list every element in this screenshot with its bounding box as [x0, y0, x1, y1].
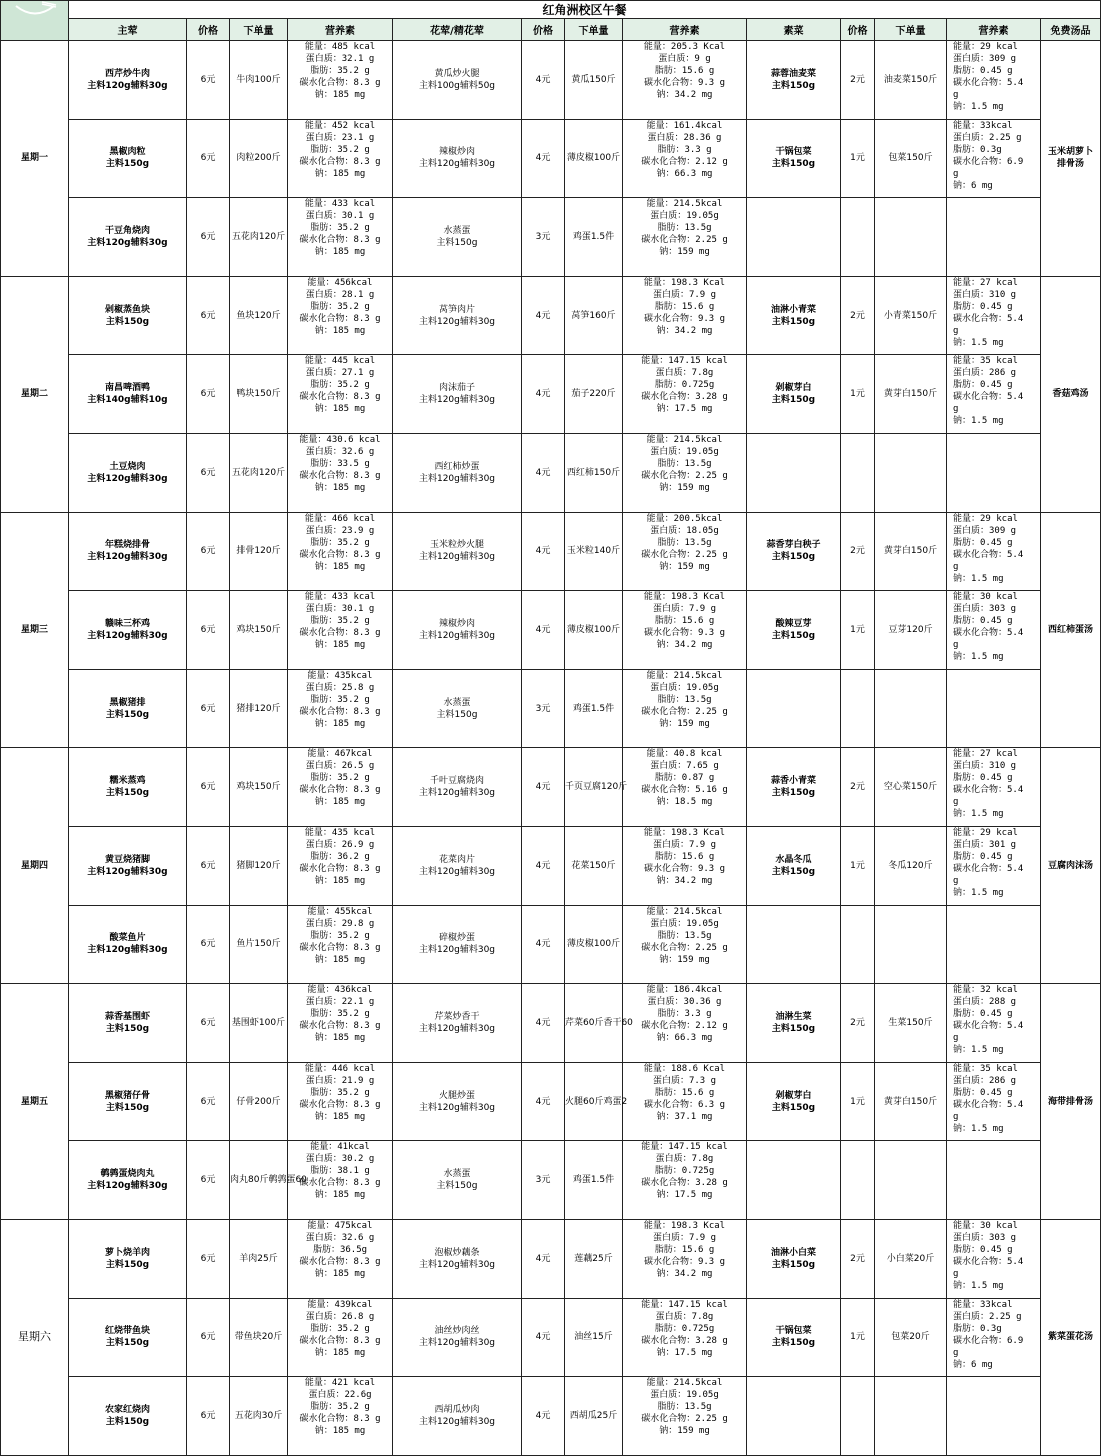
main-dish-price: 6元	[187, 198, 230, 277]
main-dish-name: 黑椒肉粒 主料150g	[69, 119, 187, 198]
veg-dish-order-qty: 冬瓜120斤	[875, 826, 947, 905]
day-label: 星期六	[1, 1219, 69, 1455]
menu-row	[1, 1377, 1101, 1456]
header-nutrition-2: 营养素	[623, 19, 747, 41]
mixed-dish-order-qty: 黄瓜150斤	[565, 41, 623, 120]
menu-row	[1, 905, 1101, 984]
bowl-icon	[12, 1, 58, 15]
mixed-dish-order-qty: 薄皮椒100斤	[565, 905, 623, 984]
main-dish-order-qty: 猪排120斤	[230, 669, 288, 748]
main-dish-nutrition: 能量：433 kcal 蛋白质：30.1 g 脂肪：35.2 g 碳水化合物：8.3 g 钠：185 mg	[288, 198, 393, 277]
veg-dish-name: 蒜香芽白秧子 主料150g	[747, 512, 841, 591]
main-dish-nutrition: 能量：435 kcal 蛋白质：26.9 g 脂肪：36.2 g 碳水化合物：8.3 g 钠：185 mg	[288, 826, 393, 905]
menu-row	[1, 669, 1101, 748]
header-row	[1, 19, 1101, 41]
day-label: 星期四	[1, 748, 69, 984]
mixed-dish-price: 3元	[522, 1141, 565, 1220]
mixed-dish-nutrition: 能量：161.4kcal 蛋白质：28.36 g 脂肪：3.3 g 碳水化合物：2.12 g 钠：66.3 mg	[623, 119, 747, 198]
main-dish-price: 6元	[187, 276, 230, 355]
mixed-dish-order-qty: 花菜150斤	[565, 826, 623, 905]
main-dish-price: 6元	[187, 512, 230, 591]
day-label: 星期三	[1, 512, 69, 748]
mixed-dish-name: 辣椒炒肉 主料120g辅料30g	[393, 591, 522, 670]
mixed-dish-nutrition: 能量：214.5kcal 蛋白质：19.05g 脂肪：13.5g 碳水化合物：2.25 g 钠：159 mg	[623, 669, 747, 748]
main-dish-nutrition: 能量：485 kcal 蛋白质：32.1 g 脂肪：35.2 g 碳水化合物：8.3 g 钠：185 mg	[288, 41, 393, 120]
veg-dish-name: 剁椒芽白 主料150g	[747, 1062, 841, 1141]
veg-dish-name: 蒜蓉油麦菜 主料150g	[747, 41, 841, 120]
mixed-dish-nutrition: 能量：214.5kcal 蛋白质：19.05g 脂肪：13.5g 碳水化合物：2.25 g 钠：159 mg	[623, 198, 747, 277]
main-dish-name: 年糕烧排骨 主料120g辅料30g	[69, 512, 187, 591]
veg-dish-order-qty: 空心菜150斤	[875, 748, 947, 827]
veg-dish-price	[841, 198, 875, 277]
mixed-dish-order-qty: 鸡蛋1.5件	[565, 1141, 623, 1220]
header-qty-2: 下单量	[565, 19, 623, 41]
main-dish-order-qty: 鸡块150斤	[230, 591, 288, 670]
mixed-dish-name: 黄瓜炒火腿 主料100g辅料50g	[393, 41, 522, 120]
main-dish-order-qty: 鸡块150斤	[230, 748, 288, 827]
veg-dish-order-qty	[875, 433, 947, 512]
main-dish-price: 6元	[187, 1219, 230, 1298]
veg-dish-order-qty	[875, 198, 947, 277]
veg-dish-nutrition	[947, 433, 1041, 512]
mixed-dish-price: 4元	[522, 276, 565, 355]
mixed-dish-name: 水蒸蛋 主料150g	[393, 669, 522, 748]
main-dish-order-qty: 羊肉25斤	[230, 1219, 288, 1298]
veg-dish-nutrition	[947, 905, 1041, 984]
header-blank	[1, 19, 69, 41]
main-dish-name: 糯米蒸鸡 主料150g	[69, 748, 187, 827]
mixed-dish-name: 西红柿炒蛋 主料120g辅料30g	[393, 433, 522, 512]
veg-dish-price: 1元	[841, 355, 875, 434]
main-dish-nutrition: 能量：439kcal 蛋白质：26.8 g 脂肪：35.2 g 碳水化合物：8.3 g 钠：185 mg	[288, 1298, 393, 1377]
mixed-dish-price: 4元	[522, 905, 565, 984]
veg-dish-price: 1元	[841, 826, 875, 905]
veg-dish-price: 2元	[841, 276, 875, 355]
main-dish-order-qty: 肉粒200斤	[230, 119, 288, 198]
veg-dish-nutrition: 能量：27 kcal 蛋白质：310 g 脂肪：0.45 g 碳水化合物：5.4 g 钠：1.5 mg	[947, 276, 1041, 355]
main-dish-price: 6元	[187, 1298, 230, 1377]
mixed-dish-name: 西胡瓜炒肉 主料120g辅料30g	[393, 1377, 522, 1456]
main-dish-name: 酸菜鱼片 主料120g辅料30g	[69, 905, 187, 984]
main-dish-name: 黄豆烧猪脚 主料120g辅料30g	[69, 826, 187, 905]
veg-dish-name: 干锅包菜 主料150g	[747, 119, 841, 198]
mixed-dish-nutrition: 能量：214.5kcal 蛋白质：19.05g 脂肪：13.5g 碳水化合物：2.25 g 钠：159 mg	[623, 1377, 747, 1456]
main-dish-price: 6元	[187, 905, 230, 984]
menu-row	[1, 198, 1101, 277]
mixed-dish-nutrition: 能量：198.3 Kcal 蛋白质：7.9 g 脂肪：15.6 g 碳水化合物：9.3 g 钠：34.2 mg	[623, 591, 747, 670]
mixed-dish-name: 水蒸蛋 主料150g	[393, 198, 522, 277]
mixed-dish-price: 4元	[522, 512, 565, 591]
mixed-dish-price: 4元	[522, 984, 565, 1063]
main-dish-order-qty: 肉丸80斤鹌鹑蛋60	[230, 1141, 288, 1220]
main-dish-nutrition: 能量：430.6 kcal 蛋白质：32.6 g 脂肪：33.5 g 碳水化合物：8.3 g 钠：185 mg	[288, 433, 393, 512]
veg-dish-nutrition: 能量：32 kcal 蛋白质：288 g 脂肪：0.45 g 碳水化合物：5.4 g 钠：1.5 mg	[947, 984, 1041, 1063]
veg-dish-price: 2元	[841, 41, 875, 120]
mixed-dish-price: 3元	[522, 198, 565, 277]
veg-dish-price: 2元	[841, 984, 875, 1063]
header-nutrition-3: 营养素	[947, 19, 1041, 41]
veg-dish-name	[747, 905, 841, 984]
main-dish-name: 萝卜烧羊肉 主料150g	[69, 1219, 187, 1298]
mixed-dish-name: 芹菜炒香干 主料120g辅料30g	[393, 984, 522, 1063]
header-soup: 免费汤品	[1041, 19, 1101, 41]
main-dish-name: 鹌鹑蛋烧肉丸 主料120g辅料30g	[69, 1141, 187, 1220]
main-dish-name: 南昌啤酒鸭 主料140g辅料10g	[69, 355, 187, 434]
menu-row	[1, 119, 1101, 198]
mixed-dish-order-qty: 千页豆腐120斤	[565, 748, 623, 827]
veg-dish-price	[841, 1377, 875, 1456]
mixed-dish-order-qty: 莲藕25斤	[565, 1219, 623, 1298]
main-dish-order-qty: 牛肉100斤	[230, 41, 288, 120]
free-soup: 豆腐肉沫汤	[1041, 748, 1101, 984]
veg-dish-price: 1元	[841, 1062, 875, 1141]
header-main-dish: 主荤	[69, 19, 187, 41]
veg-dish-name	[747, 433, 841, 512]
veg-dish-name: 油淋小白菜 主料150g	[747, 1219, 841, 1298]
veg-dish-order-qty	[875, 1377, 947, 1456]
mixed-dish-order-qty: 西红柿150斤	[565, 433, 623, 512]
mixed-dish-name: 辣椒炒肉 主料120g辅料30g	[393, 119, 522, 198]
menu-row	[1, 984, 1101, 1063]
mixed-dish-nutrition: 能量：214.5kcal 蛋白质：19.05g 脂肪：13.5g 碳水化合物：2.25 g 钠：159 mg	[623, 433, 747, 512]
main-dish-price: 6元	[187, 1377, 230, 1456]
veg-dish-order-qty: 黄芽白150斤	[875, 1062, 947, 1141]
mixed-dish-order-qty: 西胡瓜25斤	[565, 1377, 623, 1456]
mixed-dish-nutrition: 能量：147.15 kcal 蛋白质：7.8g 脂肪：0.725g 碳水化合物：3.28 g 钠：17.5 mg	[623, 1141, 747, 1220]
day-label: 星期二	[1, 276, 69, 512]
veg-dish-nutrition: 能量：27 kcal 蛋白质：310 g 脂肪：0.45 g 碳水化合物：5.4 g 钠：1.5 mg	[947, 748, 1041, 827]
header-price-1: 价格	[187, 19, 230, 41]
mixed-dish-order-qty: 火腿60斤鸡蛋2	[565, 1062, 623, 1141]
main-dish-name: 红烧带鱼块 主料150g	[69, 1298, 187, 1377]
mixed-dish-name: 莴笋肉片 主料120g辅料30g	[393, 276, 522, 355]
header-price-3: 价格	[841, 19, 875, 41]
veg-dish-order-qty: 包菜150斤	[875, 119, 947, 198]
mixed-dish-order-qty: 鸡蛋1.5件	[565, 669, 623, 748]
mixed-dish-order-qty: 芹菜60斤香干60	[565, 984, 623, 1063]
main-dish-nutrition: 能量：41kcal 蛋白质：30.2 g 脂肪：38.1 g 碳水化合物：8.3 g 钠：185 mg	[288, 1141, 393, 1220]
main-dish-name: 赣味三杯鸡 主料120g辅料30g	[69, 591, 187, 670]
main-dish-nutrition: 能量：475kcal 蛋白质：32.6 g 脂肪：36.5g 碳水化合物：8.3 g 钠：185 mg	[288, 1219, 393, 1298]
veg-dish-nutrition	[947, 1141, 1041, 1220]
mixed-dish-order-qty: 鸡蛋1.5件	[565, 198, 623, 277]
veg-dish-nutrition: 能量：30 kcal 蛋白质：303 g 脂肪：0.45 g 碳水化合物：5.4 g 钠：1.5 mg	[947, 591, 1041, 670]
veg-dish-price: 1元	[841, 591, 875, 670]
logo	[1, 1, 69, 19]
menu-row	[1, 1141, 1101, 1220]
main-dish-order-qty: 五花肉120斤	[230, 198, 288, 277]
veg-dish-nutrition: 能量：29 kcal 蛋白质：309 g 脂肪：0.45 g 碳水化合物：5.4 g 钠：1.5 mg	[947, 41, 1041, 120]
veg-dish-name: 蒜香小青菜 主料150g	[747, 748, 841, 827]
main-dish-price: 6元	[187, 1062, 230, 1141]
menu-row	[1, 1298, 1101, 1377]
main-dish-nutrition: 能量：466 kcal 蛋白质：23.9 g 脂肪：35.2 g 碳水化合物：8.3 g 钠：185 mg	[288, 512, 393, 591]
menu-row	[1, 355, 1101, 434]
main-dish-order-qty: 排骨120斤	[230, 512, 288, 591]
main-dish-order-qty: 带鱼块20斤	[230, 1298, 288, 1377]
veg-dish-name: 水晶冬瓜 主料150g	[747, 826, 841, 905]
menu-row	[1, 1219, 1101, 1298]
free-soup: 西红柿蛋汤	[1041, 512, 1101, 748]
header-mixed-dish: 花荤/精花荤	[393, 19, 522, 41]
mixed-dish-order-qty: 薄皮椒100斤	[565, 591, 623, 670]
veg-dish-name: 干锅包菜 主料150g	[747, 1298, 841, 1377]
veg-dish-nutrition: 能量：33kcal 蛋白质：2.25 g 脂肪：0.3g 碳水化合物：6.9 g 钠：6 mg	[947, 119, 1041, 198]
veg-dish-name: 油淋生菜 主料150g	[747, 984, 841, 1063]
veg-dish-name	[747, 1141, 841, 1220]
mixed-dish-nutrition: 能量：214.5kcal 蛋白质：19.05g 脂肪：13.5g 碳水化合物：2.25 g 钠：159 mg	[623, 905, 747, 984]
mixed-dish-price: 4元	[522, 1377, 565, 1456]
mixed-dish-nutrition: 能量：186.4kcal 蛋白质：30.36 g 脂肪：3.3 g 碳水化合物：2.12 g 钠：66.3 mg	[623, 984, 747, 1063]
main-dish-price: 6元	[187, 433, 230, 512]
mixed-dish-nutrition: 能量：198.3 Kcal 蛋白质：7.9 g 脂肪：15.6 g 碳水化合物：9.3 g 钠：34.2 mg	[623, 276, 747, 355]
mixed-dish-price: 4元	[522, 1219, 565, 1298]
main-dish-nutrition: 能量：435kcal 蛋白质：25.8 g 脂肪：35.2 g 碳水化合物：8.3 g 钠：185 mg	[288, 669, 393, 748]
mixed-dish-nutrition: 能量：147.15 kcal 蛋白质：7.8g 脂肪：0.725g 碳水化合物：3.28 g 钠：17.5 mg	[623, 1298, 747, 1377]
main-dish-nutrition: 能量：436kcal 蛋白质：22.1 g 脂肪：35.2 g 碳水化合物：8.3 g 钠：185 mg	[288, 984, 393, 1063]
main-dish-order-qty: 五花肉30斤	[230, 1377, 288, 1456]
main-dish-price: 6元	[187, 984, 230, 1063]
main-dish-name: 土豆烧肉 主料120g辅料30g	[69, 433, 187, 512]
main-dish-nutrition: 能量：456kcal 蛋白质：28.1 g 脂肪：35.2 g 碳水化合物：8.3 g 钠：185 mg	[288, 276, 393, 355]
veg-dish-nutrition	[947, 198, 1041, 277]
menu-row	[1, 276, 1101, 355]
main-dish-nutrition: 能量：433 kcal 蛋白质：30.1 g 脂肪：35.2 g 碳水化合物：8.3 g 钠：185 mg	[288, 591, 393, 670]
menu-row	[1, 826, 1101, 905]
main-dish-order-qty: 鱼片150斤	[230, 905, 288, 984]
main-dish-name: 黑椒猪仔骨 主料150g	[69, 1062, 187, 1141]
main-dish-order-qty: 鱼块120斤	[230, 276, 288, 355]
veg-dish-price	[841, 433, 875, 512]
main-dish-name: 西芹炒牛肉 主料120g辅料30g	[69, 41, 187, 120]
day-label: 星期一	[1, 41, 69, 277]
veg-dish-nutrition: 能量：30 kcal 蛋白质：303 g 脂肪：0.45 g 碳水化合物：5.4 g 钠：1.5 mg	[947, 1219, 1041, 1298]
main-dish-nutrition: 能量：452 kcal 蛋白质：23.1 g 脂肪：35.2 g 碳水化合物：8.3 g 钠：185 mg	[288, 119, 393, 198]
veg-dish-order-qty	[875, 1141, 947, 1220]
veg-dish-price: 2元	[841, 512, 875, 591]
mixed-dish-price: 4元	[522, 826, 565, 905]
main-dish-order-qty: 基围虾100斤	[230, 984, 288, 1063]
main-dish-name: 农家红烧肉 主料150g	[69, 1377, 187, 1456]
free-soup: 香菇鸡汤	[1041, 276, 1101, 512]
veg-dish-order-qty: 油麦菜150斤	[875, 41, 947, 120]
mixed-dish-nutrition: 能量：200.5kcal 蛋白质：18.05g 脂肪：13.5g 碳水化合物：2.25 g 钠：159 mg	[623, 512, 747, 591]
menu-row	[1, 1062, 1101, 1141]
page-title: 红角洲校区午餐	[69, 1, 1101, 19]
mixed-dish-name: 千叶豆腐烧肉 主料120g辅料30g	[393, 748, 522, 827]
main-dish-order-qty: 五花肉120斤	[230, 433, 288, 512]
mixed-dish-order-qty: 茄子220斤	[565, 355, 623, 434]
veg-dish-order-qty: 小白菜20斤	[875, 1219, 947, 1298]
main-dish-order-qty: 鸭块150斤	[230, 355, 288, 434]
veg-dish-price: 1元	[841, 119, 875, 198]
main-dish-name: 剁椒蒸鱼块 主料150g	[69, 276, 187, 355]
mixed-dish-nutrition: 能量：188.6 Kcal 蛋白质：7.3 g 脂肪：15.6 g 碳水化合物：6.3 g 钠：37.1 mg	[623, 1062, 747, 1141]
main-dish-nutrition: 能量：455kcal 蛋白质：29.8 g 脂肪：35.2 g 碳水化合物：8.3 g 钠：185 mg	[288, 905, 393, 984]
main-dish-price: 6元	[187, 1141, 230, 1220]
mixed-dish-order-qty: 玉米粒140斤	[565, 512, 623, 591]
mixed-dish-name: 水蒸蛋 主料150g	[393, 1141, 522, 1220]
veg-dish-price: 1元	[841, 1298, 875, 1377]
main-dish-nutrition: 能量：421 kcal 蛋白质：22.6g 脂肪：35.2 g 碳水化合物：8.3 g 钠：185 mg	[288, 1377, 393, 1456]
mixed-dish-order-qty: 油丝15斤	[565, 1298, 623, 1377]
main-dish-price: 6元	[187, 669, 230, 748]
veg-dish-order-qty: 生菜150斤	[875, 984, 947, 1063]
free-soup: 紫菜蛋花汤	[1041, 1219, 1101, 1455]
veg-dish-order-qty: 黄芽白150斤	[875, 512, 947, 591]
main-dish-name: 蒜香基围虾 主料150g	[69, 984, 187, 1063]
menu-row	[1, 433, 1101, 512]
veg-dish-name: 油淋小青菜 主料150g	[747, 276, 841, 355]
mixed-dish-name: 肉沫茄子 主料120g辅料30g	[393, 355, 522, 434]
veg-dish-order-qty: 豆芽120斤	[875, 591, 947, 670]
mixed-dish-price: 3元	[522, 669, 565, 748]
veg-dish-nutrition	[947, 669, 1041, 748]
mixed-dish-name: 油丝炒肉丝 主料120g辅料30g	[393, 1298, 522, 1377]
mixed-dish-price: 4元	[522, 355, 565, 434]
veg-dish-nutrition: 能量：29 kcal 蛋白质：309 g 脂肪：0.45 g 碳水化合物：5.4 g 钠：1.5 mg	[947, 512, 1041, 591]
veg-dish-price: 2元	[841, 1219, 875, 1298]
mixed-dish-nutrition: 能量：205.3 Kcal 蛋白质：9 g 脂肪：15.6 g 碳水化合物：9.3 g 钠：34.2 mg	[623, 41, 747, 120]
mixed-dish-price: 4元	[522, 748, 565, 827]
mixed-dish-nutrition: 能量：40.8 kcal 蛋白质：7.65 g 脂肪：0.87 g 碳水化合物：5.16 g 钠：18.5 mg	[623, 748, 747, 827]
main-dish-order-qty: 猪脚120斤	[230, 826, 288, 905]
veg-dish-price	[841, 1141, 875, 1220]
mixed-dish-order-qty: 莴笋160斤	[565, 276, 623, 355]
veg-dish-order-qty: 黄芽白150斤	[875, 355, 947, 434]
main-dish-order-qty: 仔骨200斤	[230, 1062, 288, 1141]
veg-dish-order-qty: 小青菜150斤	[875, 276, 947, 355]
mixed-dish-name: 碎椒炒蛋 主料120g辅料30g	[393, 905, 522, 984]
menu-row	[1, 591, 1101, 670]
veg-dish-price	[841, 669, 875, 748]
mixed-dish-price: 4元	[522, 591, 565, 670]
main-dish-price: 6元	[187, 826, 230, 905]
mixed-dish-name: 花菜肉片 主料120g辅料30g	[393, 826, 522, 905]
main-dish-nutrition: 能量：445 kcal 蛋白质：27.1 g 脂肪：35.2 g 碳水化合物：8.3 g 钠：185 mg	[288, 355, 393, 434]
main-dish-nutrition: 能量：446 kcal 蛋白质：21.9 g 脂肪：35.2 g 碳水化合物：8.3 g 钠：185 mg	[288, 1062, 393, 1141]
veg-dish-nutrition: 能量：35 kcal 蛋白质：286 g 脂肪：0.45 g 碳水化合物：5.4 g 钠：1.5 mg	[947, 355, 1041, 434]
menu-row	[1, 41, 1101, 120]
main-dish-price: 6元	[187, 119, 230, 198]
header-veg-dish: 素菜	[747, 19, 841, 41]
veg-dish-order-qty	[875, 905, 947, 984]
veg-dish-name	[747, 1377, 841, 1456]
mixed-dish-nutrition: 能量：198.3 Kcal 蛋白质：7.9 g 脂肪：15.6 g 碳水化合物：9.3 g 钠：34.2 mg	[623, 1219, 747, 1298]
mixed-dish-order-qty: 薄皮椒100斤	[565, 119, 623, 198]
mixed-dish-price: 4元	[522, 433, 565, 512]
header-qty-1: 下单量	[230, 19, 288, 41]
main-dish-nutrition: 能量：467kcal 蛋白质：26.5 g 脂肪：35.2 g 碳水化合物：8.3 g 钠：185 mg	[288, 748, 393, 827]
mixed-dish-name: 玉米粒炒火腿 主料120g辅料30g	[393, 512, 522, 591]
menu-row	[1, 512, 1101, 591]
mixed-dish-name: 火腿炒蛋 主料120g辅料30g	[393, 1062, 522, 1141]
veg-dish-price: 2元	[841, 748, 875, 827]
mixed-dish-price: 4元	[522, 1298, 565, 1377]
mixed-dish-price: 4元	[522, 41, 565, 120]
mixed-dish-price: 4元	[522, 119, 565, 198]
veg-dish-name: 酸辣豆芽 主料150g	[747, 591, 841, 670]
header-qty-3: 下单量	[875, 19, 947, 41]
main-dish-price: 6元	[187, 591, 230, 670]
menu-row	[1, 748, 1101, 827]
free-soup: 海带排骨汤	[1041, 984, 1101, 1220]
veg-dish-name	[747, 198, 841, 277]
free-soup: 玉米胡萝卜排骨汤	[1041, 41, 1101, 277]
mixed-dish-nutrition: 能量：147.15 kcal 蛋白质：7.8g 脂肪：0.725g 碳水化合物：3.28 g 钠：17.5 mg	[623, 355, 747, 434]
mixed-dish-nutrition: 能量：198.3 Kcal 蛋白质：7.9 g 脂肪：15.6 g 碳水化合物：9.3 g 钠：34.2 mg	[623, 826, 747, 905]
veg-dish-nutrition: 能量：35 kcal 蛋白质：286 g 脂肪：0.45 g 碳水化合物：5.4 g 钠：1.5 mg	[947, 1062, 1041, 1141]
veg-dish-order-qty: 包菜20斤	[875, 1298, 947, 1377]
main-dish-price: 6元	[187, 748, 230, 827]
veg-dish-nutrition	[947, 1377, 1041, 1456]
veg-dish-name: 剁椒芽白 主料150g	[747, 355, 841, 434]
mixed-dish-name: 泡椒炒藕条 主料120g辅料30g	[393, 1219, 522, 1298]
main-dish-name: 黑椒猪排 主料150g	[69, 669, 187, 748]
main-dish-price: 6元	[187, 355, 230, 434]
veg-dish-order-qty	[875, 669, 947, 748]
veg-dish-price	[841, 905, 875, 984]
main-dish-name: 干豆角烧肉 主料120g辅料30g	[69, 198, 187, 277]
day-label: 星期五	[1, 984, 69, 1220]
main-dish-price: 6元	[187, 41, 230, 120]
veg-dish-nutrition: 能量：33kcal 蛋白质：2.25 g 脂肪：0.3g 碳水化合物：6.9 g 钠：6 mg	[947, 1298, 1041, 1377]
mixed-dish-price: 4元	[522, 1062, 565, 1141]
veg-dish-name	[747, 669, 841, 748]
header-nutrition-1: 营养素	[288, 19, 393, 41]
header-price-2: 价格	[522, 19, 565, 41]
veg-dish-nutrition: 能量：29 kcal 蛋白质：301 g 脂肪：0.45 g 碳水化合物：5.4 g 钠：1.5 mg	[947, 826, 1041, 905]
